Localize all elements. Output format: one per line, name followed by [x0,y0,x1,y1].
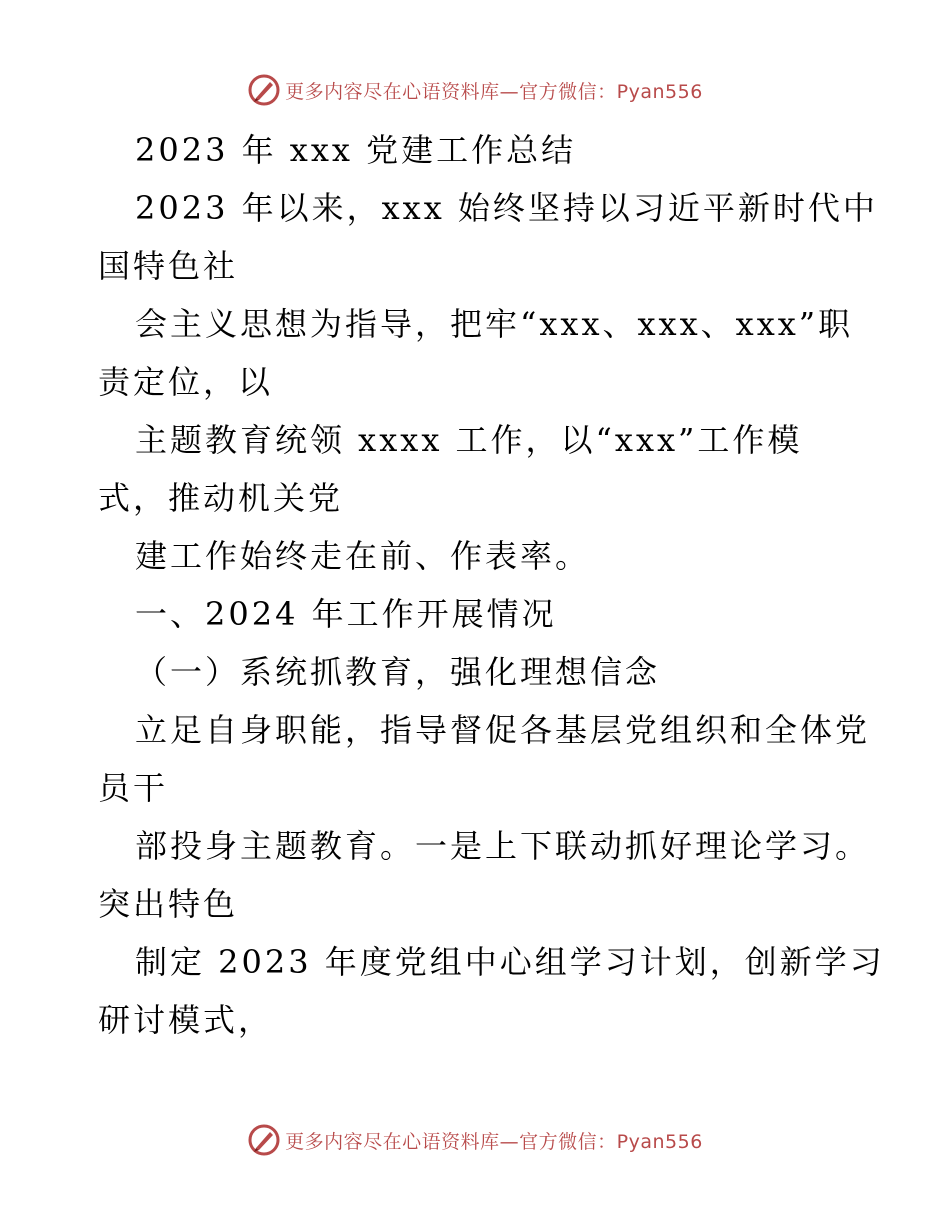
watermark-text: 更多内容尽在心语资料库—官方微信：Pyan556 [285,80,703,103]
watermark-header [0,70,950,110]
paragraph-line: 员干 [98,769,169,807]
subsection-heading: （一）系统抓教育，强化理想信念 [135,653,661,691]
paragraph-line: 建工作始终走在前、作表率。 [135,537,591,575]
paragraph-line: 式，推动机关党 [98,479,344,517]
pen-logo-icon [247,1123,281,1157]
watermark-footer [0,1120,950,1160]
paragraph-line: 突出特色 [98,885,239,923]
paragraph-line: 责定位，以 [98,363,274,401]
section-heading: 一、2024 年工作开展情况 [135,595,557,633]
paragraph-line: 主题教育统领 xxxx 工作，以“xxx”工作模 [135,421,803,459]
document-title: 2023 年 xxx 党建工作总结 [135,131,577,169]
paragraph-line: 研讨模式， [98,1001,274,1039]
paragraph-line: 会主义思想为指导，把牢“xxx、xxx、xxx”职 [135,305,854,343]
watermark-text: 更多内容尽在心语资料库—官方微信：Pyan556 [285,1130,703,1153]
pen-logo-icon [247,73,281,107]
paragraph-line: 制定 2023 年度党组中心组学习计划，创新学习 [135,943,885,981]
paragraph-line: 2023 年以来，xxx 始终坚持以习近平新时代中 [135,189,878,227]
paragraph-line: 国特色社 [98,247,239,285]
paragraph-line: 部投身主题教育。一是上下联动抓好理论学习。 [135,827,871,865]
paragraph-line: 立足自身职能，指导督促各基层党组织和全体党 [135,711,871,749]
